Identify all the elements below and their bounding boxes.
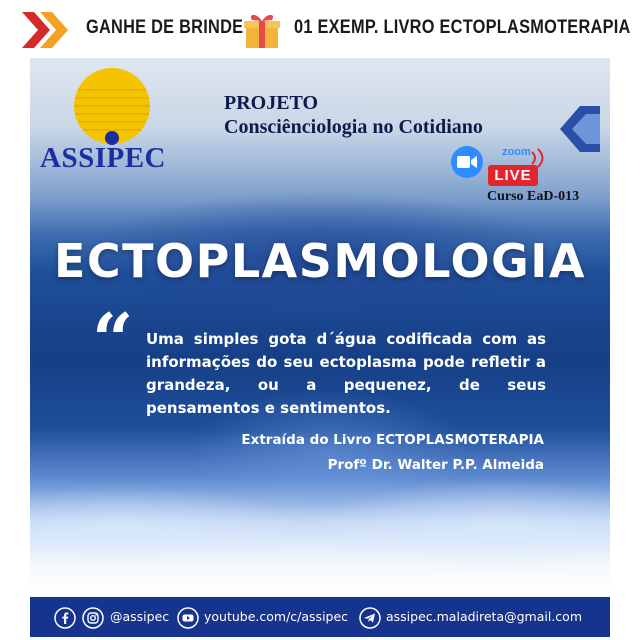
youtube-link[interactable]: youtube.com/c/assipec xyxy=(204,609,349,624)
poster xyxy=(30,58,610,592)
quote-text: Uma simples gota d´água codificada com as informações do seu ectoplasma pode refletir a grandeza, ou a pequenez, de seus pensamentos e sentimentos. xyxy=(146,330,546,417)
promo-right-text: 01 EXEMP. LIVRO ECTOPLASMOTERAPIA xyxy=(294,17,631,38)
youtube-icon[interactable] xyxy=(177,607,199,629)
chevrons-right-icon xyxy=(22,12,78,48)
promo-left-text: GANHE DE BRINDE xyxy=(86,17,244,38)
course-label: Curso EaD-013 xyxy=(487,189,580,204)
projeto-label: PROJETO xyxy=(224,92,319,114)
footer-bar xyxy=(30,597,610,637)
live-badge: LIVE xyxy=(488,165,538,186)
gift-icon xyxy=(242,10,282,50)
main-title: ECTOPLASMOLOGIA xyxy=(53,234,587,288)
source-book: Extraída do Livro ECTOPLASMOTERAPIA xyxy=(241,432,544,448)
source-author: Profº Dr. Walter P.P. Almeida xyxy=(327,457,544,473)
quote-mark-icon: “ xyxy=(92,297,134,382)
assipec-sun-logo-icon xyxy=(70,68,154,152)
promo-banner xyxy=(0,0,640,58)
email-link[interactable]: assipec.maladireta@gmail.com xyxy=(386,609,583,624)
facebook-icon[interactable] xyxy=(54,607,76,629)
instagram-icon[interactable] xyxy=(82,607,104,629)
assipec-logo-text: ASSIPEC xyxy=(40,142,166,174)
social-handle[interactable]: @assipec xyxy=(110,609,170,624)
chevron-left-icon xyxy=(554,106,600,152)
projeto-name: Consciênciologia no Cotidiano xyxy=(224,116,483,138)
zoom-camera-icon xyxy=(450,145,484,179)
telegram-icon[interactable] xyxy=(359,607,381,629)
zoom-word: zoom xyxy=(502,146,531,158)
